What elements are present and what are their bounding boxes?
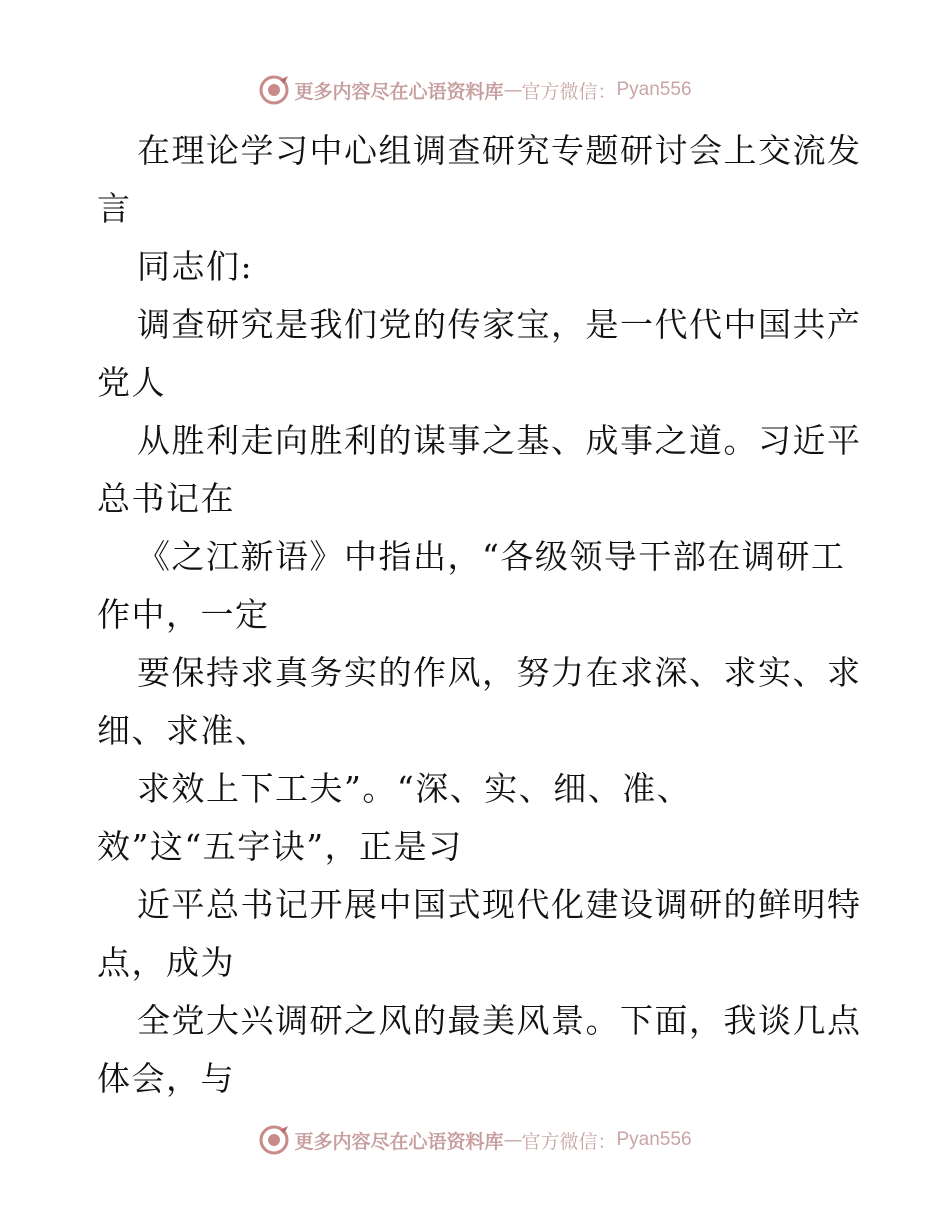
watermark-dash: —: [503, 1129, 522, 1151]
watermark-label: 官方微信：: [521, 80, 617, 103]
text-line: 言: [97, 189, 132, 228]
text-line: 调查研究是我们党的传家宝，是一代代中国共产: [137, 305, 862, 344]
text-line: 体会，与: [97, 1059, 235, 1098]
text-line: 细、求准、: [97, 711, 270, 750]
watermark-id: Pyan556: [616, 79, 692, 100]
text-line: 近平总书记开展中国式现代化建设调研的鲜明特: [137, 885, 862, 924]
text-line: 全党大兴调研之风的最美风景。下面，我谈几点: [137, 1001, 862, 1040]
watermark-id: Pyan556: [616, 1129, 692, 1150]
text-line: 求效上下工夫”。“深、实、细、准、: [137, 769, 692, 808]
text-line: 效”这“五字诀”，正是习: [97, 827, 463, 866]
text-line: 作中，一定: [97, 595, 270, 634]
text-line: 党人: [97, 363, 166, 402]
text-line: 《之江新语》中指出，“各级领导干部在调研工: [137, 537, 846, 576]
brand-logo-icon: [258, 1124, 290, 1156]
watermark-brand: 更多内容尽在心语资料库: [294, 1130, 504, 1153]
document-body: [97, 122, 862, 1108]
text-line: 从胜利走向胜利的谋事之基、成事之道。习近平: [137, 421, 862, 460]
watermark-brand: 更多内容尽在心语资料库: [294, 80, 504, 103]
text-line: 同志们:: [137, 247, 254, 286]
watermark-dash: —: [503, 79, 522, 101]
brand-logo-icon: [258, 74, 290, 106]
footer-watermark: [0, 1120, 950, 1160]
text-line: 在理论学习中心组调查研究专题研讨会上交流发: [137, 131, 862, 170]
header-watermark: [0, 70, 950, 110]
text-line: 点，成为: [97, 943, 235, 982]
text-line: 要保持求真务实的作风，努力在求深、求实、求: [137, 653, 862, 692]
text-line: 总书记在: [97, 479, 235, 518]
watermark-label: 官方微信：: [521, 1130, 617, 1153]
